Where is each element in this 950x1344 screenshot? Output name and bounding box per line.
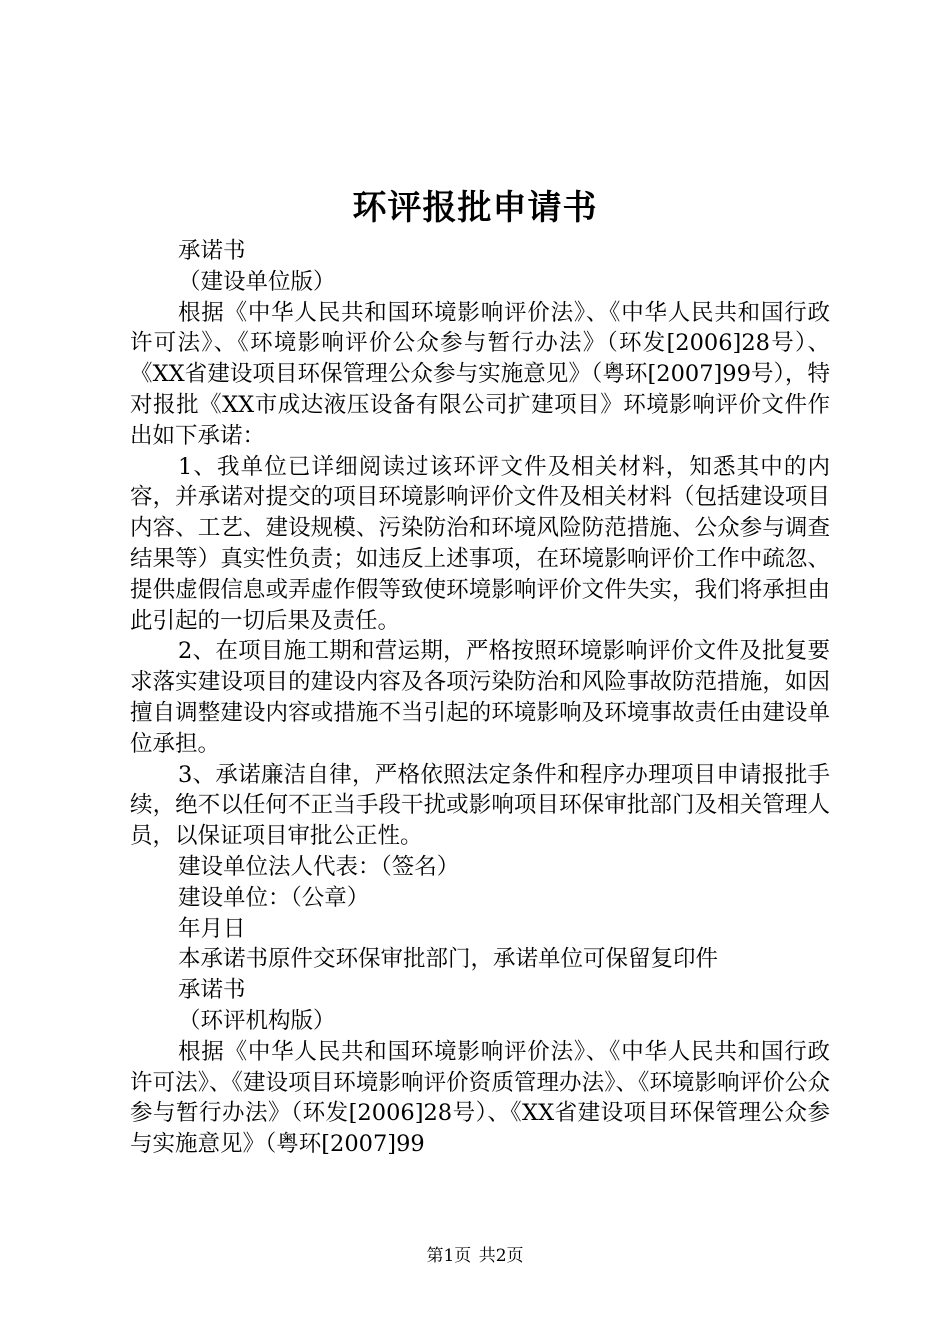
page-total: 共2页 — [478, 1246, 524, 1266]
paragraph-item-1: 1、我单位已详细阅读过该环评文件及相关材料，知悉其中的内容，并承诺对提交的项目环境影响评价文件及相关材料（包括建设项目内容、工艺、建设规模、污染防治和环境风险防范措施、公众参与调查结果等）真实性负责；如违反上述事项，在环境影响评价工作中疏忽、提供虚假信息或弄虚作假等致使环境影响评价文件失实，我们将承担由此引起的一切后果及责任。 — [130, 453, 830, 634]
paragraph-item-3: 3、承诺廉洁自律，严格依照法定条件和程序办理项目申请报批手续，绝不以任何不正当手段干扰或影响项目环保审批部门及相关管理人员，以保证项目审批公正性。 — [130, 761, 830, 850]
heading-commitment: 承诺书 — [178, 238, 246, 264]
document-body — [130, 236, 830, 1160]
paragraph-item-2: 2、在项目施工期和营运期，严格按照环境影响评价文件及批复要求落实建设项目的建设内容及各项污染防治和风险事故防范措施，如因擅自调整建设内容或措施不当引起的环境影响及环境事故责任由建设单位承担。 — [130, 638, 830, 757]
heading-commitment-2: 承诺书 — [178, 977, 246, 1004]
paragraph-intro-2: 根据《中华人民共和国环境影响评价法》、《中华人民共和国行政许可法》、《建设项目环境影响评价资质管理办法》、《环境影响评价公众参与暂行办法》（环发[2006]28号）、《XX省建设项目环保管理公众参与实施意见》（粤环[2007]99 — [130, 1038, 830, 1158]
page-number: 第1页 — [426, 1246, 472, 1266]
subheading-version-2: （环评机构版） — [178, 1007, 336, 1034]
subheading-version: （建设单位版） — [178, 268, 336, 295]
note-line: 本承诺书原件交环保审批部门，承诺单位可保留复印件 — [178, 946, 719, 973]
date-line: 年月日 — [178, 915, 246, 942]
document-title: 环评报批申请书 — [352, 188, 598, 228]
paragraph-intro: 根据《中华人民共和国环境影响评价法》、《中华人民共和国行政许可法》、《环境影响评价公众参与暂行办法》（环发[2006]28号）、《XX省建设项目环保管理公众参与实施意见》（粤环[2007]99号），特对报批《XX市成达液压设备有限公司扩建项目》环境影响评价文件作出如下承诺： — [130, 299, 830, 449]
signature-line: 建设单位法人代表：（签名） — [178, 853, 460, 880]
seal-line: 建设单位：（公章） — [178, 884, 370, 911]
page-footer — [0, 1241, 950, 1266]
